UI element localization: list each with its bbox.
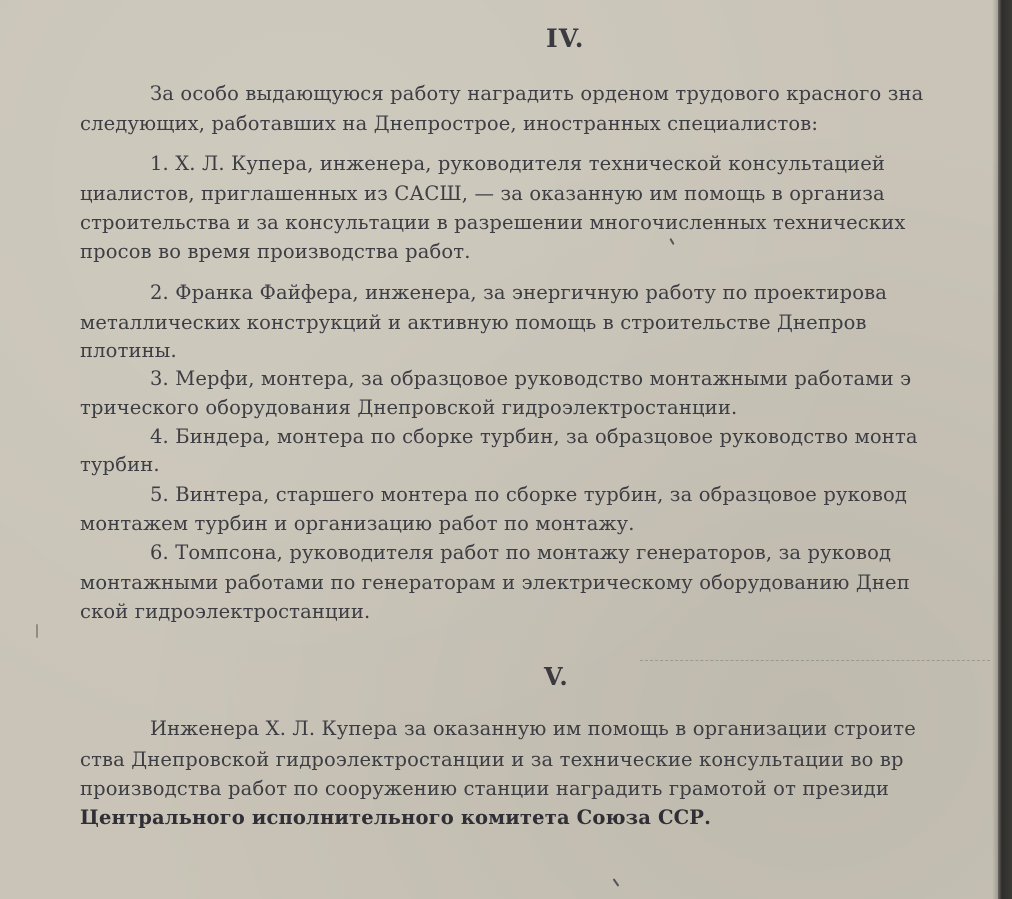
- section-4-intro-line: За особо выдающуюся работу наградить орденом трудового красного зна: [150, 82, 924, 105]
- section-4-numeral: IV.: [546, 24, 585, 53]
- award-item-2-line: 2. Франка Файфера, инженера, за энергичную работу по проектирова: [150, 281, 888, 304]
- award-item-1-line: 1. Х. Л. Купера, инженера, руководителя технической консультацией: [150, 152, 886, 175]
- page-binding-edge: [998, 0, 1012, 899]
- award-item-2-line: плотины.: [80, 339, 177, 362]
- section-4-intro-line: следующих, работавших на Днепрострое, иностранных специалистов:: [80, 112, 819, 135]
- award-item-5-line: 5. Винтера, старшего монтера по сборке турбин, за образцовое руковод: [150, 483, 907, 506]
- section-5-line: производства работ по сооружению станции наградить грамотой от президи: [80, 777, 890, 800]
- paper-speck: [36, 624, 38, 638]
- award-item-3-line: трического оборудования Днепровской гидроэлектростанции.: [80, 396, 738, 419]
- faint-dotted-rule: [640, 660, 990, 661]
- award-item-3-line: 3. Мерфи, монтера, за образцовое руководство монтажными работами э: [150, 367, 912, 390]
- award-item-1-line: циалистов, приглашенных из САСШ, — за оказанную им помощь в организа: [80, 182, 885, 205]
- award-item-1-line: строительства и за консультации в разрешении многочисленных технических: [80, 211, 906, 234]
- award-item-4-line: турбин.: [80, 453, 160, 476]
- award-item-1-line: просов во время производства работ.: [80, 240, 471, 263]
- paper-speck: [669, 238, 674, 245]
- award-item-6-line: ской гидроэлектростанции.: [80, 600, 371, 623]
- award-item-6-line: 6. Томпсона, руководителя работ по монтажу генераторов, за руковод: [150, 541, 892, 564]
- award-item-6-line: монтажными работами по генераторам и электрическому оборудованию Днеп: [80, 571, 910, 594]
- award-item-2-line: металлических конструкций и активную помощь в строительстве Днепров: [80, 311, 867, 334]
- award-item-5-line: монтажем турбин и организацию работ по монтажу.: [80, 512, 635, 535]
- section-5-line: ства Днепровской гидроэлектростанции и за технические консультации во вр: [80, 748, 904, 771]
- section-5-numeral: V.: [544, 662, 569, 691]
- award-item-4-line: 4. Биндера, монтера по сборке турбин, за образцовое руководство монта: [150, 425, 918, 448]
- section-5-line: Инженера Х. Л. Купера за оказанную им помощь в организации строите: [150, 717, 916, 740]
- section-5-line: Центрального исполнительного комитета Союза ССР.: [80, 806, 712, 829]
- paper-speck: [613, 878, 620, 887]
